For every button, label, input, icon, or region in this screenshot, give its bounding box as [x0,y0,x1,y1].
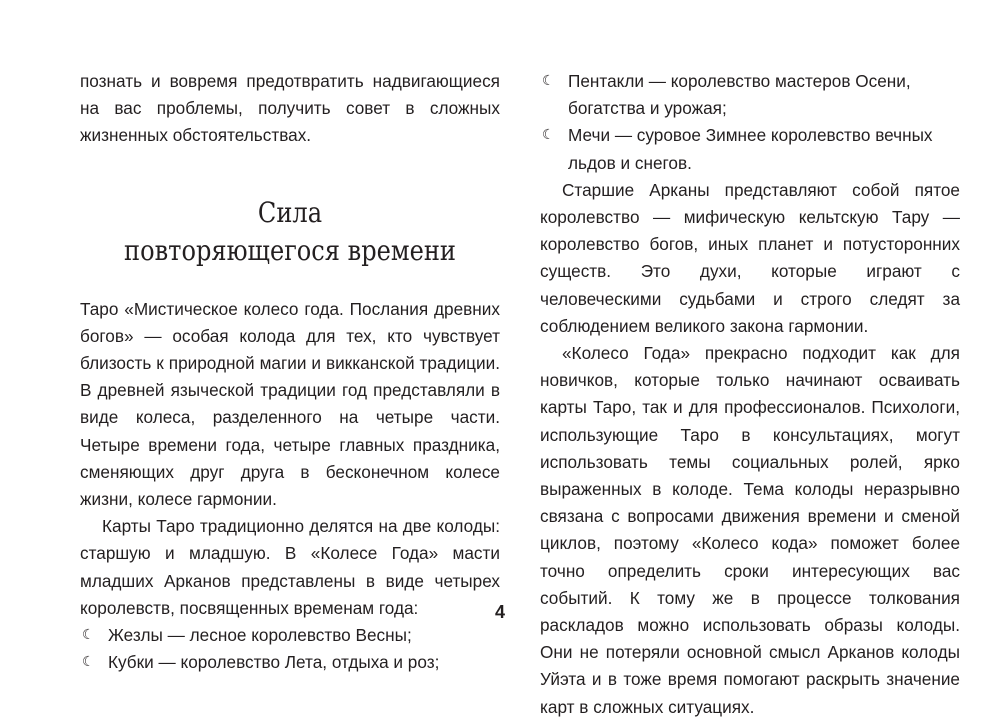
list-item-text: Мечи — суровое Зимнее королевство вечных льдов и снегов. [568,125,933,173]
body-paragraph: Карты Таро традиционно делятся на две колоды: старшую и младшую. В «Колесе Года» масти младших Арканов представлены в виде четырех королевств, посвященных временам года: [80,516,500,618]
left-column [80,68,500,676]
list-item-text: Пентакли — королевство мастеров Осени, богатства и урожая; [568,71,911,119]
list-item [80,622,500,649]
heading-line-2: повторяющегося времени [124,233,456,267]
list-item [540,68,960,122]
crescent-moon-icon: ☾ [542,127,555,144]
crescent-moon-icon: ☾ [82,627,95,644]
section-heading [109,194,470,270]
body-paragraph: Старшие Арканы представляют собой пятое королевство — мифическую кельтскую Тару — королевство богов, иных планет и потусторонних существ. Это духи, которые играют с человеческими судьбами и строго следят за соблюдением великого закона гармонии. [540,179,960,336]
intro-paragraph: познать и вовремя предотвратить надвигающиеся на вас проблемы, получить совет в сложных жизненных обстоятельствах. [80,71,500,146]
list-item-text: Кубки — королевство Лета, отдыха и роз; [108,652,440,673]
body-paragraph: Таро «Мистическое колесо года. Послания древних богов» — особая колода для тех, кто чувствует близость к природной магии и викканской традиции. В древней языческой традиции год представляли в виде колеса, разделенного на четыре части. Четыре времени года, четыре главных праздника, сменяющих друг друга в бесконечном колесе жизни, колесе гармонии. [80,298,500,510]
list-item-text: Жезлы — лесное королевство Весны; [108,625,412,646]
list-item [540,122,960,176]
heading-line-1: Сила [257,195,323,229]
crescent-moon-icon: ☾ [542,73,555,89]
list-item [80,649,500,676]
suit-list [80,622,500,676]
page-number: 4 [494,602,505,622]
body-paragraph: «Колесо Года» прекрасно подходит как для новичков, которые только начинают осваивать карты Таро, так и для профессионалов. Психологи, использующие Таро в консультациях, могут использовать темы социальных ролей, ярко выраженных в колоде. Тема колоды неразрывно связана с вопросами движения времени и сменой циклов, поэтому «Колесо кода» поможет более точно определить сроки интересующих вас событий. К тому же в процессе толкования раскладов можно использовать образы колоды. Они не потеряли основной смысл Арканов колоды Уйэта и в тоже время помогают раскрыть значение карт в сложных ситуациях. [540,343,960,717]
crescent-moon-icon: ☾ [82,654,95,671]
suit-list-continued [540,68,960,177]
